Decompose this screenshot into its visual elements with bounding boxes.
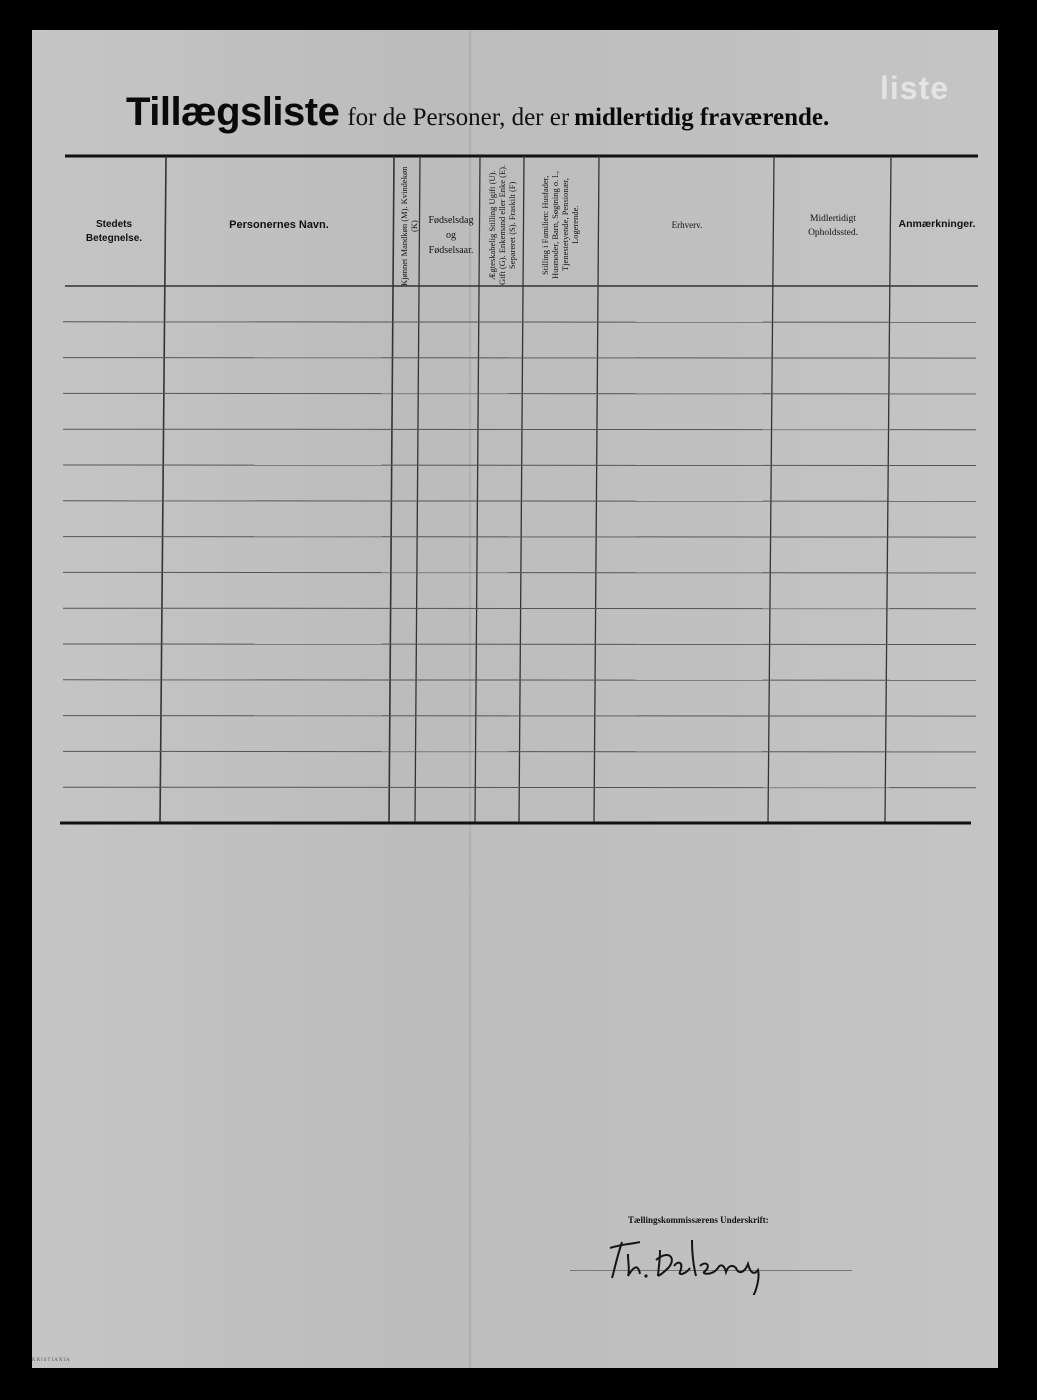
- row-separator: [63, 322, 976, 323]
- column-header-birth-line1: Fødselsdag: [428, 214, 474, 226]
- row-separator: [63, 358, 976, 359]
- column-header-birth-line3: Fødselsaar.: [428, 244, 474, 256]
- column-header-birth-line2: og: [446, 229, 456, 241]
- column-divider: [160, 156, 166, 823]
- row-separator: [63, 501, 976, 502]
- column-header-temporary-residence: [776, 205, 890, 247]
- column-header-marital-status: Ægteskabelig Stilling Ugift (U). Gift (G). Enkemand eller Enke (E). Separeret (S). Fraskilt (F): [487, 164, 517, 286]
- column-header-location: Stedets Betegnelse.: [85, 219, 143, 244]
- handwritten-signature: [608, 1220, 798, 1295]
- row-separator: [63, 680, 976, 681]
- row-separator: [63, 716, 976, 717]
- form-title-rest: for de Personer, der er: [347, 104, 570, 131]
- row-separator: [63, 644, 976, 645]
- column-header-name: Personernes Navn.: [229, 219, 329, 231]
- census-form-sheet: [32, 30, 998, 1368]
- column-header-family-position: Stilling i Familien: Husfader, Husmoder, Barn, Søgtning o. l., Tjenestetyende, Pensionær, Logerende.: [540, 170, 580, 280]
- form-title-main: Tillægsliste: [126, 90, 340, 134]
- row-separator: [63, 537, 976, 538]
- column-divider: [389, 156, 394, 823]
- column-header-birth: [422, 200, 480, 270]
- row-separator: [63, 787, 976, 788]
- column-divider: [768, 156, 774, 823]
- column-header-sex: Kjønnet Mandkøn (M). Kvindekøn (K): [399, 166, 419, 286]
- column-divider: [885, 156, 891, 823]
- column-header-occupation: Erhverv.: [671, 220, 703, 230]
- row-separator: [63, 393, 976, 394]
- signature-label: Tællingskommissærens Underskrift:: [628, 1215, 769, 1225]
- row-separator: [63, 751, 976, 752]
- column-header-remarks: Anmærkninger.: [898, 218, 976, 230]
- printer-mark: KRISTIANIA: [32, 1358, 71, 1363]
- column-header-residence-line2: Opholdssted.: [808, 228, 858, 238]
- row-separator: [63, 465, 976, 466]
- column-header-residence-line1: Midlertidigt: [810, 214, 856, 224]
- corner-stamp: liste: [880, 70, 950, 106]
- form-title-bold: midlertidig fraværende.: [574, 104, 830, 131]
- row-separator: [63, 608, 976, 609]
- row-separator: [63, 572, 976, 573]
- row-separator: [63, 429, 976, 430]
